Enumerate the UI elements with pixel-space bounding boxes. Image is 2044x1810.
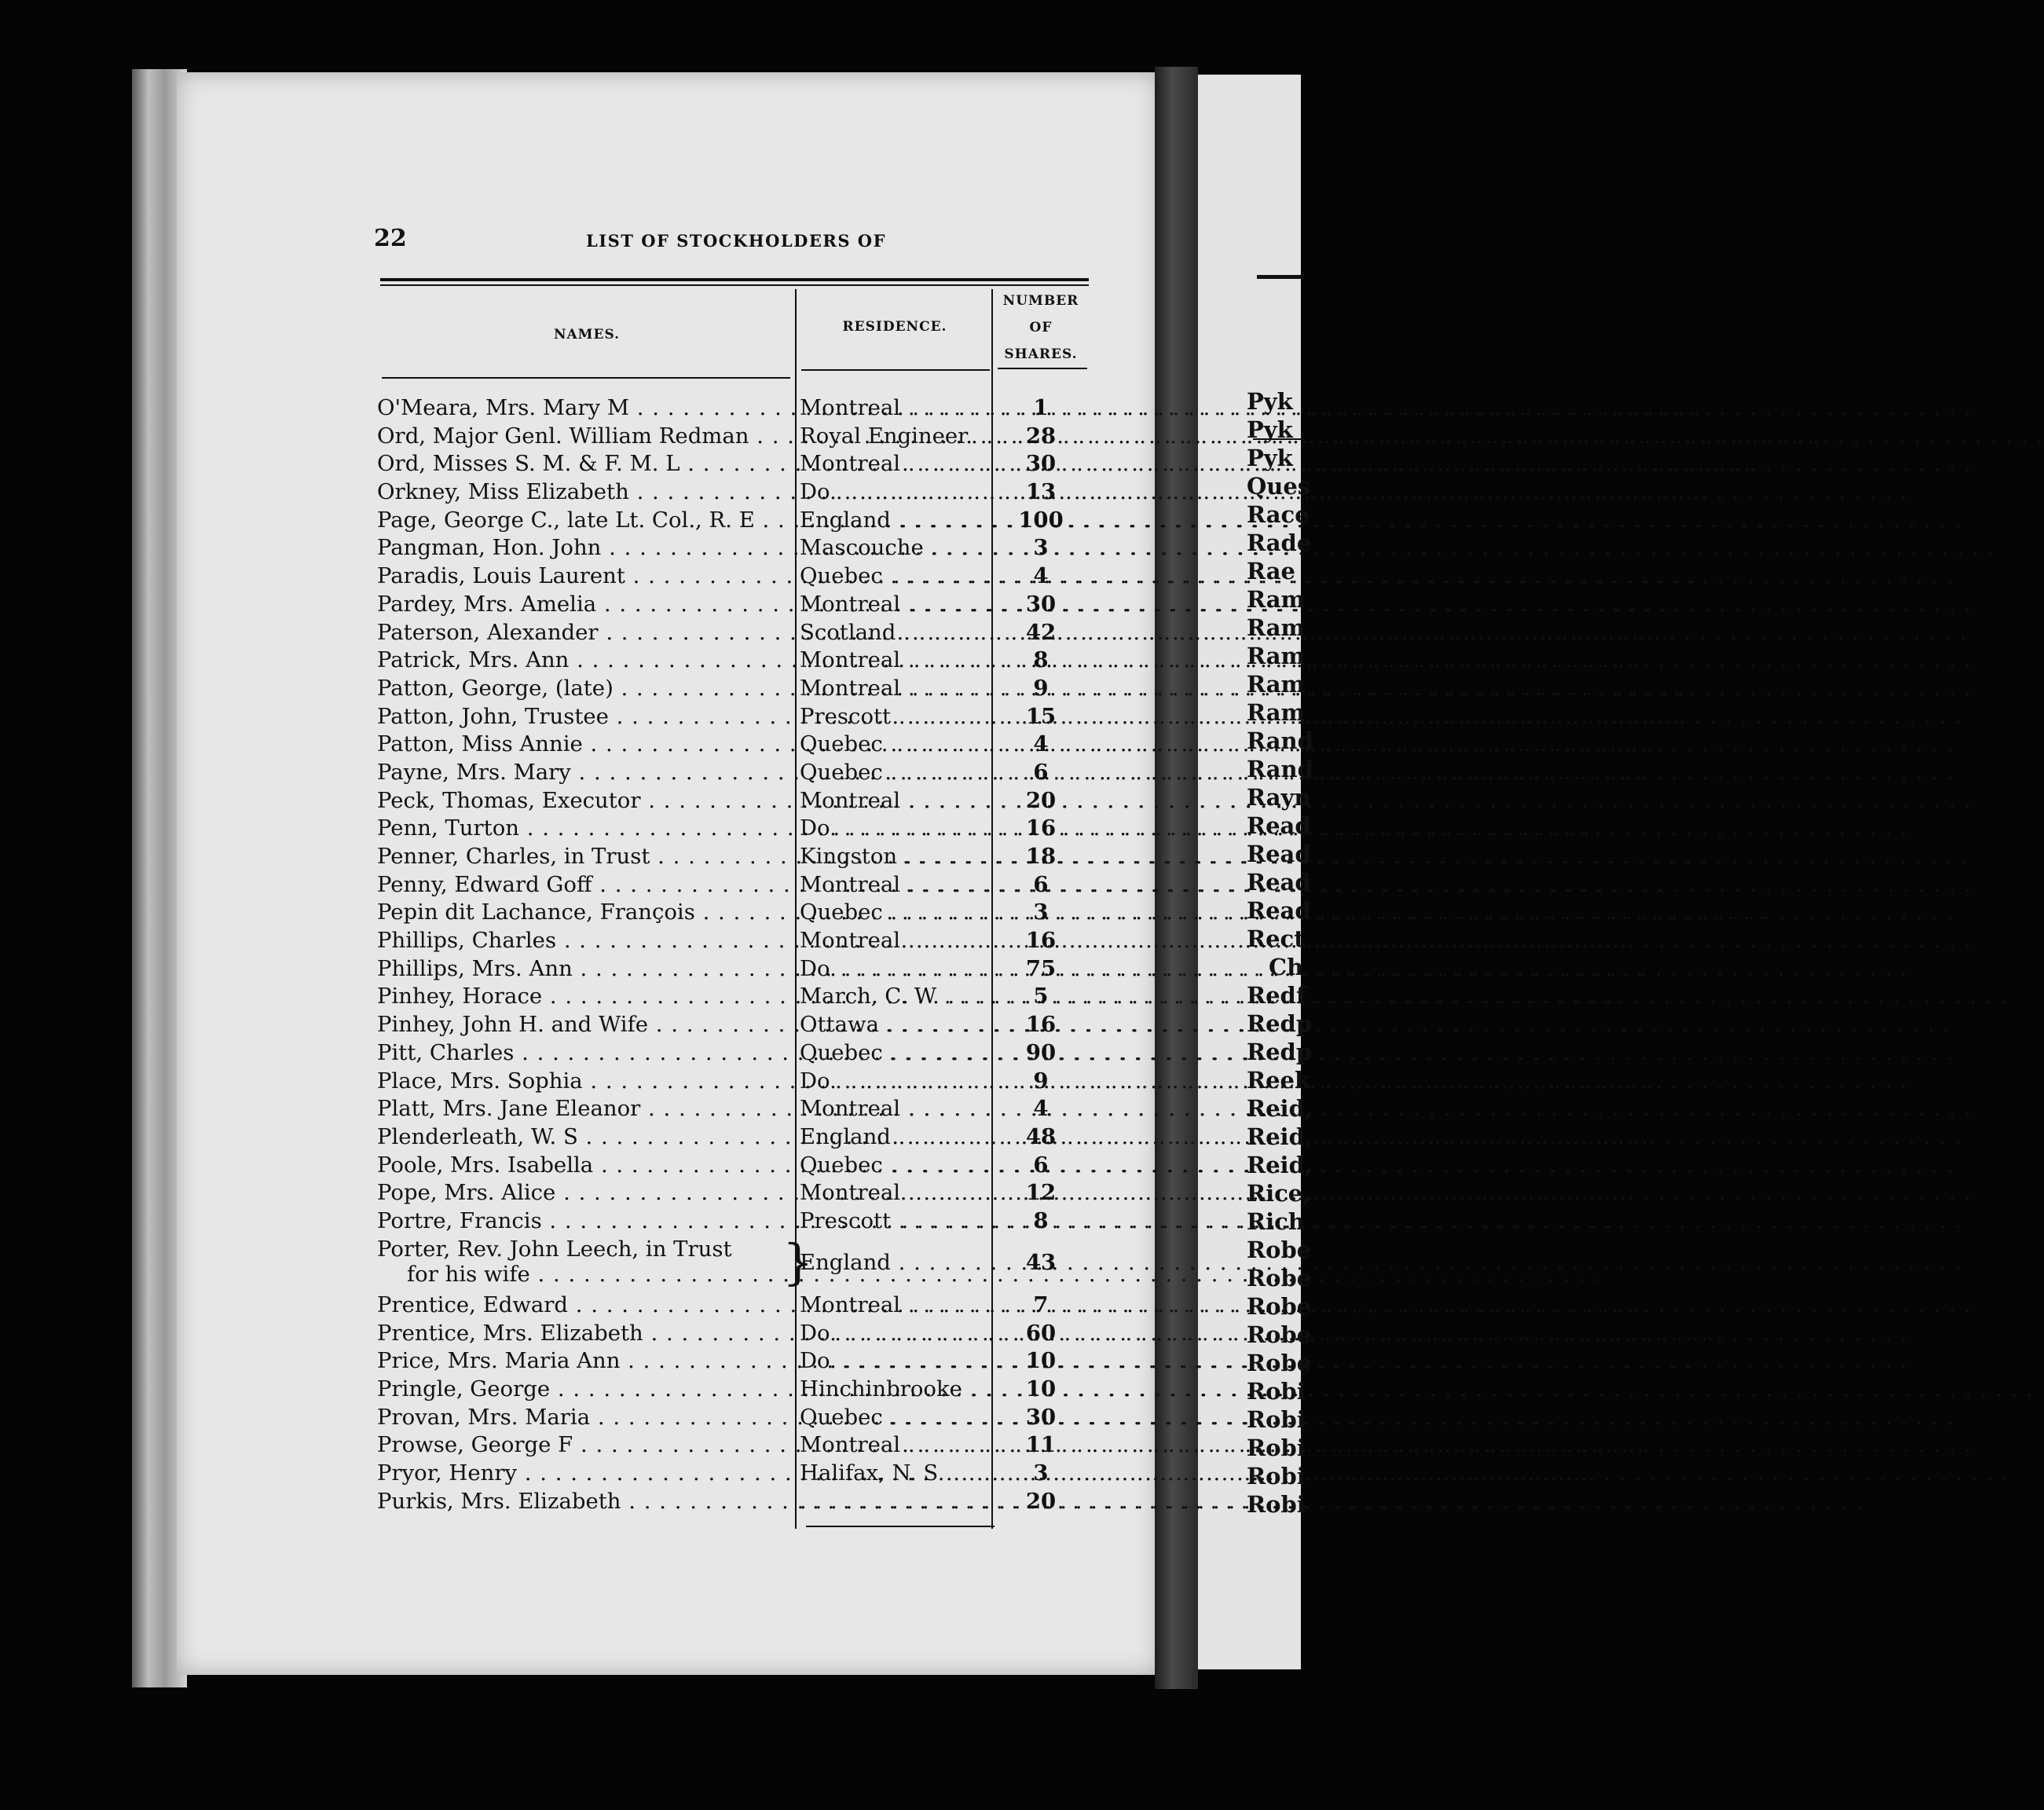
stockholder-name: Penny, Edward Goff . . . <box>377 872 793 900</box>
next-page-name-fragment: Rade <box>1247 529 1312 556</box>
stockholder-name: Patton, George, (late) . . . <box>377 676 793 704</box>
stockholder-shares: 6 <box>1033 871 1049 897</box>
stockholder-residence: Scotland . . . <box>800 620 979 648</box>
stockholder-shares: 90 <box>1025 1039 1057 1065</box>
next-page-name-fragment: Redp <box>1247 1010 1313 1037</box>
stockholder-residence: March, C. W . . . <box>800 984 979 1012</box>
next-page-name-fragment: Race <box>1247 501 1310 528</box>
stockholder-name: Penner, Charles, in Trust . . . <box>377 844 793 872</box>
stockholder-shares: 4 <box>1033 731 1049 757</box>
stockholder-name: Prentice, Edward . . . <box>377 1292 793 1321</box>
next-page-name-fragment: Ques <box>1247 473 1311 500</box>
next-page-name-fragment: Robi <box>1247 1434 1306 1461</box>
stockholder-name: Pangman, Hon. John . . . <box>377 535 793 563</box>
table-row <box>377 535 1092 563</box>
table-row <box>377 1233 1092 1292</box>
table-row <box>377 731 1092 760</box>
stockholder-shares: 16 <box>1025 1012 1057 1038</box>
next-page-name-fragment: Ch <box>1269 954 1304 980</box>
stockholder-residence: Prescott . . . <box>800 1208 979 1237</box>
stockholder-name-line1: Porter, Rev. John Leech, in Trust <box>377 1236 732 1262</box>
header-rule-thick <box>380 278 1089 281</box>
column-header-shares <box>993 288 1089 368</box>
stockholder-residence: Montreal . . . <box>800 872 979 900</box>
stockholder-shares: 16 <box>1025 928 1057 954</box>
stockholder-name: Place, Mrs. Sophia . . . <box>377 1068 793 1097</box>
stockholder-name: Provan, Mrs. Maria . . . <box>377 1405 793 1433</box>
stockholder-shares: 30 <box>1025 1404 1057 1430</box>
stockholder-shares: 20 <box>1025 787 1057 813</box>
table-row <box>377 1012 1092 1040</box>
stockholder-shares: 10 <box>1025 1348 1057 1374</box>
stockholder-residence: Montreal . . . <box>800 928 979 956</box>
stockholder-shares: 3 <box>1033 900 1049 925</box>
stockholder-residence: Montreal . . . <box>800 788 979 816</box>
stockholder-residence: Montreal . . . <box>800 676 979 704</box>
stockholder-name: Prentice, Mrs. Elizabeth . . . <box>377 1321 793 1349</box>
stockholder-name: Pringle, George . . . <box>377 1376 793 1405</box>
stockholder-name: Payne, Mrs. Mary . . . <box>377 760 793 788</box>
next-page-name-fragment: Pyk <box>1247 445 1293 471</box>
stockholder-shares: 16 <box>1025 815 1057 841</box>
stockholder-name: Portre, Francis . . . <box>377 1208 793 1237</box>
stockholder-residence: Royal Engineer. . . . <box>800 423 979 452</box>
stockholder-name: Pardey, Mrs. Amelia . . . <box>377 592 793 620</box>
table-row <box>377 984 1092 1012</box>
table-row <box>377 1292 1092 1321</box>
stockholder-shares: 3 <box>1033 535 1049 561</box>
stockholder-shares: 30 <box>1025 591 1057 617</box>
stockholder-shares: 42 <box>1025 619 1057 645</box>
stockholder-name: Phillips, Mrs. Ann . . . <box>377 956 793 984</box>
stockholder-residence: Do. . . . <box>800 815 979 844</box>
stockholder-name: O'Meara, Mrs. Mary M . . . <box>377 395 793 423</box>
stockholder-name: Patton, John, Trustee . . . <box>377 704 793 732</box>
next-page-name-fragment: Ram <box>1247 643 1306 669</box>
next-page-name-fragment: Reid, <box>1247 1095 1313 1122</box>
stockholder-name: Phillips, Charles . . . <box>377 928 793 956</box>
stockholder-residence: Quebec . . . <box>800 1405 979 1433</box>
next-page-name-fragment: Rich <box>1247 1208 1305 1235</box>
next-page-name-fragment: Robi <box>1247 1491 1306 1518</box>
stockholder-residence: Mascouche . . . <box>800 535 979 563</box>
stockholder-shares: 12 <box>1025 1180 1057 1206</box>
next-page-name-fragment: Rand <box>1247 727 1313 754</box>
stockholder-name: Poole, Mrs. Isabella . . . <box>377 1152 793 1181</box>
table-row <box>377 592 1092 620</box>
stockholder-name: Pryor, Henry . . . <box>377 1460 793 1489</box>
next-page-name-fragment: Robe <box>1247 1265 1312 1292</box>
stockholder-name-line2: for his wife . . . <box>377 1262 793 1287</box>
stockholder-shares: 15 <box>1025 703 1057 729</box>
next-page-name-fragment: Rand <box>1247 756 1313 782</box>
stockholder-shares: 9 <box>1033 1068 1049 1094</box>
next-page-name-fragment: Reid, <box>1247 1123 1313 1150</box>
residence-header-underline <box>801 369 990 371</box>
stockholder-name: Platt, Mrs. Jane Eleanor . . . <box>377 1096 793 1124</box>
stockholder-name: Pitt, Charles . . . <box>377 1040 793 1068</box>
stockholder-name: Ord, Misses S. M. & F. M. L . . . <box>377 451 793 479</box>
stockholder-residence: Halifax, N. S . . . <box>800 1460 979 1489</box>
column-header-residence: RESIDENCE. <box>842 319 947 335</box>
stockholder-shares: 28 <box>1025 423 1057 449</box>
stockholder-residence: Do. . . . <box>800 956 979 984</box>
stockholder-shares: 20 <box>1025 1488 1057 1514</box>
table-row <box>377 563 1092 592</box>
shares-header-underline <box>998 368 1087 369</box>
next-page-name-fragment: Ram <box>1247 671 1306 698</box>
table-row <box>377 620 1092 648</box>
stockholder-residence: Montreal . . . <box>800 1180 979 1208</box>
stockholder-residence: Quebec . . . <box>800 900 979 928</box>
stockholder-shares: 60 <box>1025 1320 1057 1346</box>
stockholder-residence: Montreal . . . <box>800 451 979 479</box>
next-page-name-fragment: Rae <box>1247 558 1296 584</box>
stockholder-table <box>377 395 1092 1517</box>
next-page-name-fragment: Robi <box>1247 1463 1306 1489</box>
stockholder-shares: 48 <box>1025 1123 1057 1149</box>
table-row <box>377 1376 1092 1405</box>
table-row <box>377 1096 1092 1124</box>
next-page-name-fragment: Rect <box>1247 925 1305 952</box>
next-page-name-fragment: Rayn <box>1247 784 1311 811</box>
stockholder-shares: 75 <box>1025 955 1057 981</box>
stockholder-name: Prowse, George F . . . <box>377 1432 793 1460</box>
stockholder-name: Pope, Mrs. Alice . . . <box>377 1180 793 1208</box>
stockholder-residence: Montreal . . . <box>800 1432 979 1460</box>
stockholder-name: Pepin dit Lachance, François . . . <box>377 900 793 928</box>
names-header-underline <box>382 377 790 379</box>
next-page-name-fragment: Reek <box>1247 1067 1311 1094</box>
next-page-name-fragment: Read <box>1247 897 1311 924</box>
next-page-name-fragment: Read <box>1247 812 1311 839</box>
next-page-name-fragment: Ram <box>1247 586 1306 613</box>
stockholder-residence: Montreal . . . <box>800 395 979 423</box>
stockholder-residence: Do. . . . <box>800 1321 979 1349</box>
next-page-name-fragment: Robi <box>1247 1406 1306 1433</box>
next-page-name-fragment: Redp <box>1247 1039 1313 1065</box>
table-row <box>377 1040 1092 1068</box>
stockholder-residence: Do. . . . <box>800 479 979 507</box>
next-page-name-fragment: Pyk <box>1247 416 1293 443</box>
stockholder-residence: Do. . . . <box>800 1068 979 1097</box>
table-row <box>377 704 1092 732</box>
stockholder-shares: 8 <box>1033 1207 1049 1233</box>
stockholder-residence: Quebec . . . <box>800 731 979 760</box>
stockholder-shares: 6 <box>1033 1152 1049 1178</box>
header-rule-thin <box>380 284 1089 286</box>
shares-header-line3: SHARES. <box>1004 346 1078 362</box>
stockholder-residence: Quebec . . . <box>800 1040 979 1068</box>
stockholder-residence: Hinchinbrooke . . . <box>800 1376 979 1405</box>
stockholder-residence: Quebec . . . <box>800 563 979 592</box>
column-header-names: NAMES. <box>553 327 621 343</box>
next-page-name-fragment: Robe <box>1247 1293 1312 1320</box>
stockholder-residence: Quebec . . . <box>800 760 979 788</box>
table-row <box>377 395 1092 423</box>
next-page-name-fragment: Redf <box>1247 982 1306 1009</box>
stockholder-residence: Do. . . . <box>800 1348 979 1376</box>
stockholder-shares: 4 <box>1033 1096 1049 1122</box>
stockholder-name: Page, George C., late Lt. Col., R. E . . . <box>377 507 793 536</box>
table-row <box>377 1068 1092 1097</box>
next-page-name-fragment: Robi <box>1247 1378 1306 1405</box>
table-row <box>377 423 1092 452</box>
stockholder-shares: 13 <box>1025 479 1057 505</box>
page-number: 22 <box>374 225 407 252</box>
stockholder-shares: 43 <box>1025 1249 1057 1275</box>
stockholder-name: Price, Mrs. Maria Ann . . . <box>377 1348 793 1376</box>
next-page-name-fragment: Ram <box>1247 614 1306 641</box>
table-row <box>377 1208 1092 1237</box>
next-page-name-fragment: Robe <box>1247 1237 1312 1263</box>
next-page-name-fragment: Rice, <box>1247 1180 1311 1207</box>
table-row <box>377 928 1092 956</box>
stockholder-shares: 10 <box>1025 1376 1057 1402</box>
stockholder-residence: Ottawa . . . <box>800 1012 979 1040</box>
stockholder-residence: Prescott . . . <box>800 704 979 732</box>
residence-bottom-rule <box>806 1526 995 1527</box>
next-page-name-fragment: Read <box>1247 869 1311 896</box>
next-page-name-fragment: Ram <box>1247 699 1306 726</box>
next-page-name-fragment: Robe <box>1247 1321 1312 1348</box>
stockholder-residence: Kingston . . . <box>800 844 979 872</box>
stockholder-name: Paradis, Louis Laurent . . . <box>377 563 793 592</box>
shares-header-line1: NUMBER <box>1002 293 1079 309</box>
table-row <box>377 479 1092 507</box>
table-row <box>377 1152 1092 1181</box>
table-row <box>377 1489 1092 1517</box>
stockholder-name: Ord, Major Genl. William Redman . . . <box>377 423 793 452</box>
next-page-rule <box>1257 275 1304 279</box>
stockholder-shares: 18 <box>1025 844 1057 869</box>
stockholder-shares: 3 <box>1033 1460 1049 1486</box>
table-row <box>377 1180 1092 1208</box>
stockholder-shares: 1 <box>1033 395 1049 420</box>
table-row <box>377 1405 1092 1433</box>
stockholder-name: Paterson, Alexander . . . <box>377 620 793 648</box>
stockholder-shares: 7 <box>1033 1292 1049 1318</box>
stockholder-residence <box>800 1489 979 1517</box>
table-row <box>377 676 1092 704</box>
stockholder-name: Plenderleath, W. S . . . <box>377 1124 793 1152</box>
stockholder-name: Pinhey, John H. and Wife . . . <box>377 1012 793 1040</box>
table-row <box>377 647 1092 676</box>
stockholder-residence: Montreal . . . <box>800 1292 979 1321</box>
stockholder-name: Peck, Thomas, Executor . . . <box>377 788 793 816</box>
table-row <box>377 451 1092 479</box>
table-row <box>377 844 1092 872</box>
stockholder-residence: England . . . <box>800 507 979 536</box>
table-row <box>377 760 1092 788</box>
next-page-name-fragment: Reid, <box>1247 1152 1313 1178</box>
stockholder-residence: England . . . <box>800 1250 979 1278</box>
stockholder-shares: 4 <box>1033 563 1049 589</box>
next-page-name-fragment: Robe <box>1247 1350 1312 1376</box>
table-row <box>377 900 1092 928</box>
stockholder-name: Patrick, Mrs. Ann . . . <box>377 647 793 676</box>
shares-header-line2: OF <box>1029 320 1053 335</box>
stockholder-name: Penn, Turton . . . <box>377 815 793 844</box>
table-row <box>377 507 1092 536</box>
stockholder-shares: 100 <box>1018 507 1064 533</box>
stockholder-shares: 6 <box>1033 759 1049 785</box>
stockholder-shares: 5 <box>1033 984 1049 1009</box>
table-row <box>377 788 1092 816</box>
stockholder-shares: 8 <box>1033 647 1049 673</box>
stockholder-residence: Montreal . . . <box>800 1096 979 1124</box>
brace-glyph: } <box>782 1233 814 1291</box>
stockholder-residence: Montreal . . . <box>800 647 979 676</box>
table-row <box>377 872 1092 900</box>
stockholder-residence: Quebec . . . <box>800 1152 979 1181</box>
stockholder-name <box>377 1237 793 1293</box>
table-row <box>377 1124 1092 1152</box>
stockholder-name: Pinhey, Horace . . . <box>377 984 793 1012</box>
table-row <box>377 956 1092 984</box>
next-page-name-fragment: Read <box>1247 841 1311 867</box>
stockholder-name: Purkis, Mrs. Elizabeth . . . <box>377 1489 793 1517</box>
table-row <box>377 815 1092 844</box>
table-row <box>377 1321 1092 1349</box>
table-row <box>377 1460 1092 1489</box>
table-row <box>377 1432 1092 1460</box>
table-row <box>377 1348 1092 1376</box>
next-page-name-fragment: Pyk <box>1247 388 1293 415</box>
running-title: LIST OF STOCKHOLDERS OF <box>586 231 887 251</box>
stockholder-name: Orkney, Miss Elizabeth . . . <box>377 479 793 507</box>
stockholder-shares: 30 <box>1025 451 1057 477</box>
stockholder-name: Patton, Miss Annie . . . <box>377 731 793 760</box>
stockholder-residence: Montreal . . . <box>800 592 979 620</box>
stockholder-shares: 11 <box>1025 1432 1057 1458</box>
stockholder-shares: 9 <box>1033 675 1049 701</box>
stockholder-residence: England . . . <box>800 1124 979 1152</box>
